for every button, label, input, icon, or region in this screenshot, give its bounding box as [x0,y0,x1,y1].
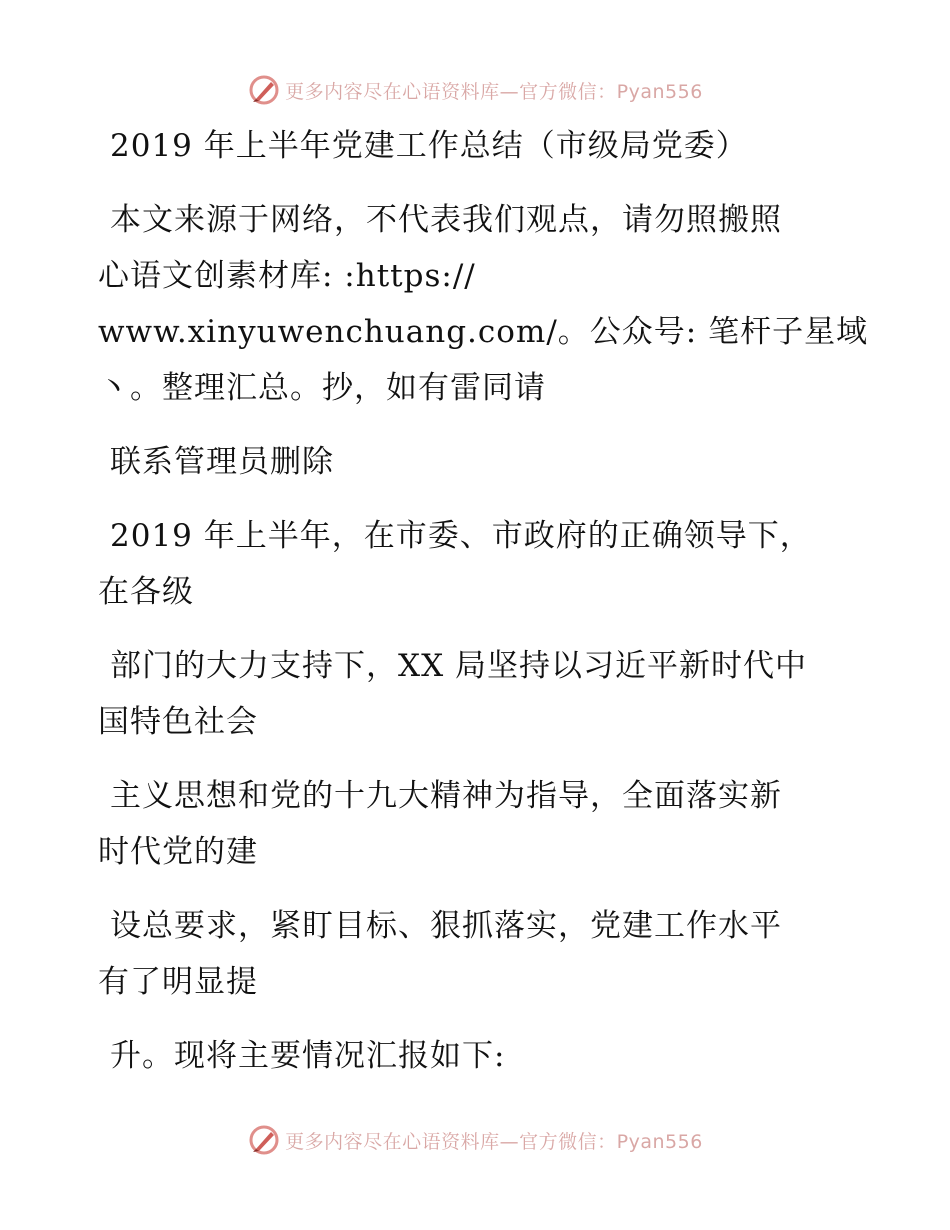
paragraph-line: 设总要求，紧盯目标、狠抓落实，党建工作水平 [110,908,782,944]
document-body [98,118,898,1084]
document-title: 2019 年上半年党建工作总结（市级局党委） [110,128,748,164]
paragraph-line: www.xinyuwenchuang.com/。公众号: 笔杆子星域 [98,314,869,350]
watermark-text: 更多内容尽在心语资料库—官方微信：Pyan556 [285,1130,703,1153]
pen-logo-icon [247,73,281,107]
paragraph-line: 在各级 [98,574,194,610]
paragraph-line: 时代党的建 [98,834,258,870]
watermark-text: 更多内容尽在心语资料库—官方微信：Pyan556 [285,80,703,103]
paragraph-line: 有了明显提 [98,964,258,1000]
paragraph-line: 丶。整理汇总。抄，如有雷同请 [98,370,546,406]
paragraph-line: 部门的大力支持下，XX 局坚持以习近平新时代中 [110,648,807,684]
paragraph-line: 2019 年上半年，在市委、市政府的正确领导下， [110,518,812,554]
paragraph-line: 联系管理员删除 [110,444,334,480]
pen-logo-icon [247,1123,281,1157]
watermark-banner-top [0,70,950,110]
paragraph-line: 心语文创素材库: :https:// [98,258,476,294]
paragraph-line: 本文来源于网络，不代表我们观点，请勿照搬照 [110,202,782,238]
paragraph-line: 主义思想和党的十九大精神为指导，全面落实新 [110,778,782,814]
paragraph-line: 国特色社会 [98,704,258,740]
watermark-banner-bottom [0,1120,950,1160]
paragraph-line: 升。现将主要情况汇报如下: [110,1038,506,1074]
